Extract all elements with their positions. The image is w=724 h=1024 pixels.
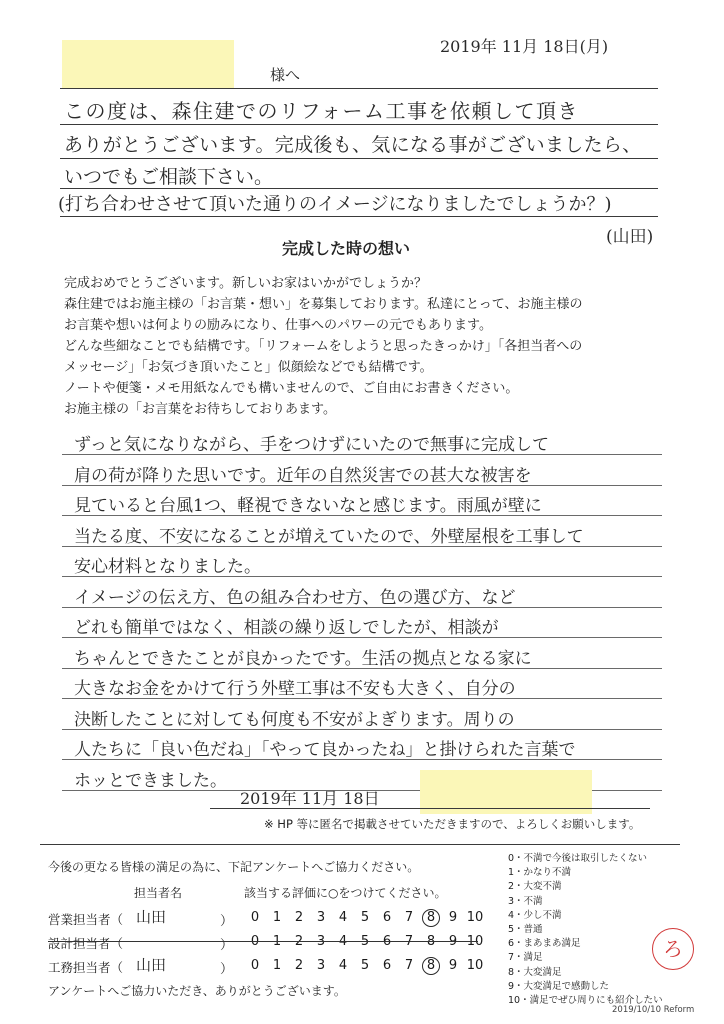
intro-line: お言葉や想いは何よりの励みになり、仕事へのパワーの元でもあります。 bbox=[64, 318, 492, 333]
customer-message-line: 見ていると台風1つ、軽視できないなと感じます。雨風が壁に bbox=[74, 496, 542, 516]
rating-option-selected[interactable]: 8 bbox=[422, 957, 440, 975]
staff-message-line: この度は、森住建でのリフォーム工事を依頼して頂き bbox=[64, 99, 579, 123]
ruled-line bbox=[62, 546, 662, 547]
staff-message-line: いつでもご相談下さい。 bbox=[64, 166, 274, 188]
rating-option[interactable]: 5 bbox=[360, 910, 370, 925]
intro-line: お施主様の「お言葉をお待ちしておりあます。 bbox=[64, 402, 336, 417]
publication-footnote: ※ HP 等に匿名で掲載させていただきますので、よろしくお願いします。 bbox=[264, 817, 641, 831]
role-label: 営業担当者（ bbox=[48, 912, 124, 927]
col-rating: 該当する評価に○をつけてください。 bbox=[244, 886, 447, 900]
rating-option[interactable]: 4 bbox=[338, 910, 348, 925]
legend-item: 0・不満で今後は取引したくない bbox=[508, 853, 648, 864]
ruled-line bbox=[62, 485, 662, 486]
rating-option[interactable]: 6 bbox=[382, 910, 392, 925]
rating-option[interactable]: 7 bbox=[404, 934, 414, 949]
intro-line: 完成おめでとうございます。新しいお家はいかがでしょうか？ bbox=[64, 276, 427, 291]
ruled-line bbox=[60, 216, 658, 217]
role-label: 工務担当者（ bbox=[48, 960, 124, 975]
customer-message-line: どれも簡単ではなく、相談の繰り返しでしたが、相談が bbox=[74, 618, 499, 638]
rating-option[interactable]: 3 bbox=[316, 934, 326, 949]
rating-option[interactable]: 3 bbox=[316, 958, 326, 973]
legend-item: 10・満足でぜひ周りにも紹介したい bbox=[508, 995, 663, 1006]
rating-option[interactable]: 2 bbox=[294, 910, 304, 925]
redacted-customer-name bbox=[62, 40, 234, 88]
rating-option[interactable]: 1 bbox=[272, 958, 282, 973]
handwritten-date: 2019年 11月 18日(月) bbox=[440, 37, 609, 56]
legend-item: 2・大変不満 bbox=[508, 881, 562, 893]
rating-option[interactable]: 4 bbox=[338, 958, 348, 973]
staff-message-line: (打ち合わせさせて頂いた通りのイメージになりましたでしょうか？) bbox=[58, 194, 612, 215]
circle-stamp bbox=[652, 928, 694, 970]
rating-option[interactable]: 6 bbox=[382, 934, 392, 949]
staff-name: 山田 ） bbox=[136, 908, 234, 929]
ruled-line bbox=[60, 124, 658, 125]
legend-item: 4・少し不満 bbox=[508, 909, 562, 921]
strike-through-line bbox=[48, 941, 478, 942]
salutation-underline bbox=[60, 88, 658, 89]
survey-intro: 今後の更なる皆様の満足の為に、下記アンケートへご協力ください。 bbox=[48, 860, 420, 874]
legend-item: 9・大変満足で感動した bbox=[508, 980, 610, 992]
customer-message-line: 安心材料となりました。 bbox=[74, 557, 261, 577]
ruled-line bbox=[62, 729, 662, 730]
rating-option[interactable]: 1 bbox=[272, 934, 282, 949]
legend-item: 5・普通 bbox=[508, 924, 543, 935]
intro-line: メッセージ」「お気づき頂いたこと」似顔絵などでも結構です。 bbox=[64, 360, 433, 375]
staff-name: 山田 ） bbox=[136, 956, 234, 977]
staff-signature: (山田) bbox=[606, 227, 654, 247]
customer-message-line: ちゃんとできたことが良かったです。生活の拠点となる家に bbox=[74, 648, 532, 669]
role-label: 設計担当者（ bbox=[48, 936, 124, 951]
ruled-line bbox=[62, 515, 662, 516]
rating-option[interactable]: 8 bbox=[426, 934, 436, 949]
customer-message-date: 2019年 11月 18日 bbox=[240, 789, 380, 808]
rating-option[interactable]: 10 bbox=[466, 910, 484, 925]
form-version: 2019/10/10 Reform bbox=[612, 1005, 695, 1015]
rating-option[interactable]: 1 bbox=[272, 910, 282, 925]
intro-line: 森住建ではお施主様の「お言葉・想い」を募集しております。私達にとって、お施主様の bbox=[64, 297, 583, 312]
customer-message-line: ホッとできました。 bbox=[74, 770, 227, 791]
ruled-line bbox=[62, 698, 662, 699]
rating-option[interactable]: 7 bbox=[404, 910, 414, 925]
rating-option[interactable]: 4 bbox=[338, 934, 348, 949]
col-staff-name: 担当者名 bbox=[134, 886, 183, 900]
rating-option[interactable]: 2 bbox=[294, 958, 304, 973]
rating-option[interactable]: 2 bbox=[294, 934, 304, 949]
ruled-line bbox=[62, 576, 662, 577]
ruled-line bbox=[62, 637, 662, 638]
staff-message-line: ありがとうございます。完成後も、気になる事がございましたら、 bbox=[64, 134, 642, 156]
rating-option[interactable]: 0 bbox=[250, 934, 260, 949]
rating-option[interactable]: 0 bbox=[250, 910, 260, 925]
rating-option[interactable]: 5 bbox=[360, 934, 370, 949]
rating-option[interactable]: 9 bbox=[448, 934, 458, 949]
rating-option[interactable]: 0 bbox=[250, 958, 260, 973]
rating-option[interactable]: 10 bbox=[466, 958, 484, 973]
legend-item: 8・大変満足 bbox=[508, 966, 562, 978]
legend-item: 1・かなり不満 bbox=[508, 867, 572, 879]
survey-divider bbox=[40, 844, 680, 845]
ruled-line bbox=[62, 668, 662, 669]
ruled-line bbox=[60, 188, 658, 189]
legend-item: 3・不満 bbox=[508, 895, 543, 907]
customer-message-line: 肩の荷が降りた思いです。近年の自然災害での甚大な被害を bbox=[74, 465, 532, 486]
rating-option[interactable]: 6 bbox=[382, 958, 392, 973]
ruled-line bbox=[62, 759, 662, 760]
customer-message-line: イメージの伝え方、色の組み合わせ方、色の選び方、など bbox=[74, 587, 516, 608]
legend-item: 7・満足 bbox=[508, 952, 543, 964]
signature-line bbox=[210, 808, 650, 809]
intro-line: どんな些細なことでも結構です。「リフォームをしようと思ったきっかけ」「各担当者への bbox=[64, 339, 583, 354]
rating-option[interactable]: 9 bbox=[448, 958, 458, 973]
ruled-line bbox=[62, 454, 662, 455]
customer-message-line: 当たる度、不安になることが増えていたので、外壁屋根を工事して bbox=[74, 526, 584, 547]
customer-message-line: 人たちに「良い色だね」「やって良かったね」と掛けられた言葉で bbox=[74, 740, 576, 760]
rating-option[interactable]: 9 bbox=[448, 910, 458, 925]
rating-option[interactable]: 5 bbox=[360, 958, 370, 973]
legend-item: 6・まあまあ満足 bbox=[508, 938, 581, 950]
rating-option[interactable]: 10 bbox=[466, 934, 484, 949]
stamp-mark: ろ bbox=[663, 937, 683, 961]
customer-message-line: 決断したことに対しても何度も不安がよぎります。周りの bbox=[74, 709, 515, 730]
section-title: 完成した時の想い bbox=[282, 239, 411, 258]
rating-option[interactable]: 3 bbox=[316, 910, 326, 925]
customer-message-line: 大きなお金をかけて行う外壁工事は不安も大きく、自分の bbox=[74, 679, 516, 699]
rating-option-selected[interactable]: 8 bbox=[422, 909, 440, 927]
salutation: 様へ bbox=[270, 66, 301, 84]
rating-option[interactable]: 7 bbox=[404, 958, 414, 973]
intro-line: ノートや便箋・メモ用紙なんでも構いませんので、ご自由にお書きください。 bbox=[64, 381, 519, 396]
survey-thanks: アンケートへご協力いただき、ありがとうございます。 bbox=[48, 984, 346, 998]
customer-message-line: ずっと気になりながら、手をつけずにいたので無事に完成して bbox=[74, 435, 549, 455]
ruled-line bbox=[62, 607, 662, 608]
ruled-line bbox=[60, 158, 658, 159]
